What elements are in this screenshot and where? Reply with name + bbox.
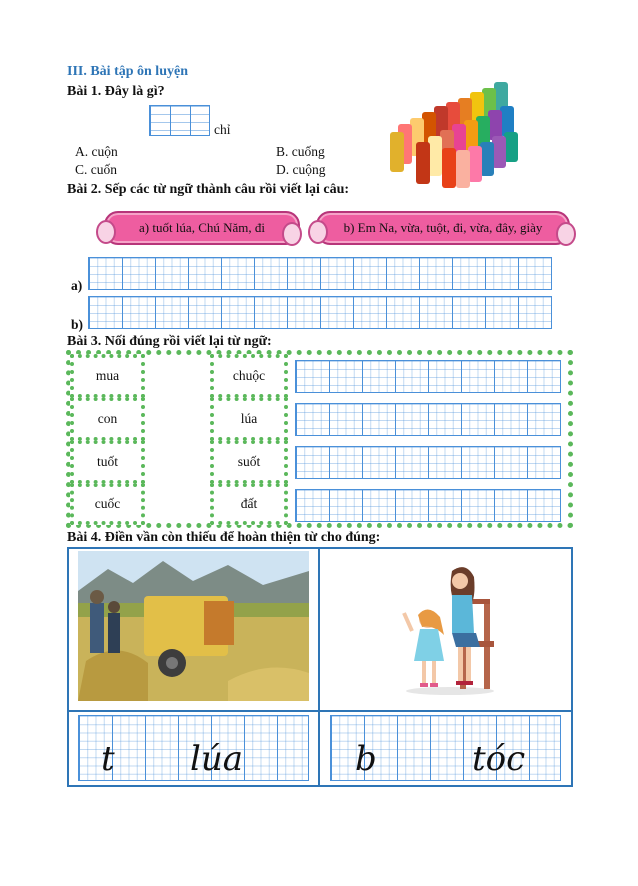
bai3-write-grid[interactable] [295, 360, 561, 393]
bai3-title: Bài 3. Nối đúng rồi viết lại từ ngữ: [67, 334, 272, 349]
rice-harvest-image [78, 551, 309, 701]
bai2-row-a-label: a) [71, 278, 83, 293]
bai4-left-word-start: t [101, 739, 115, 779]
bai2-phrase-a [104, 211, 300, 245]
bai2-phrase-b-text: b) Em Na, vừa, tuột, đi, vừa, đây, giày [343, 220, 543, 235]
bai4-title: Bài 4. Điền vần còn thiếu để hoàn thiện từ cho đúng: [67, 530, 381, 545]
bai1-title: Bài 1. Đây là gì? [67, 84, 165, 99]
bai3-write-grid[interactable] [295, 489, 561, 522]
bai4-right-word-end: tóc [472, 739, 526, 779]
bai1-suffix: chỉ [214, 122, 231, 137]
bai4-right-word-start: b [355, 739, 377, 779]
bai2-row-b-grid[interactable] [88, 296, 552, 329]
bai4-left-word-end: lúa [190, 739, 244, 779]
bai3-left-item[interactable]: con [70, 397, 145, 441]
bai4-divider [318, 547, 320, 787]
bai3-left-item[interactable]: cuốc [70, 483, 145, 525]
bai2-title: Bài 2. Sếp các từ ngữ thành câu rồi viết lại câu: [67, 182, 350, 197]
bai3-right-item[interactable]: suốt [210, 440, 288, 484]
scroll-curl-icon [282, 222, 302, 246]
mother-combing-hair-image [400, 563, 500, 698]
bai1-option-c[interactable]: C. cuốn [75, 162, 117, 177]
bai1-answer-grid[interactable] [149, 105, 210, 136]
bai3-left-item[interactable]: tuốt [70, 440, 145, 484]
bai3-write-grid[interactable] [295, 403, 561, 436]
scroll-curl-icon [556, 222, 576, 246]
thread-spools-image [388, 76, 523, 191]
scroll-curl-icon [96, 220, 116, 244]
bai2-row-b-label: b) [71, 317, 84, 332]
bai3-right-item[interactable]: đất [210, 483, 288, 525]
scroll-curl-icon [308, 220, 328, 244]
bai3-right-item[interactable]: chuộc [210, 354, 288, 398]
section-title: III. Bài tập ôn luyện [67, 64, 188, 79]
bai3-right-item[interactable]: lúa [210, 397, 288, 441]
bai1-option-b[interactable]: B. cuống [276, 144, 325, 159]
bai1-option-a[interactable]: A. cuộn [75, 144, 118, 159]
bai2-phrase-a-text: a) tuốt lúa, Chú Năm, đi [138, 220, 265, 235]
bai2-phrase-b [316, 211, 570, 245]
bai3-write-grid[interactable] [295, 446, 561, 479]
bai3-left-item[interactable]: mua [70, 354, 145, 398]
bai1-option-d[interactable]: D. cuộng [276, 162, 326, 177]
bai2-row-a-grid[interactable] [88, 257, 552, 290]
bai4-divider [67, 710, 573, 712]
